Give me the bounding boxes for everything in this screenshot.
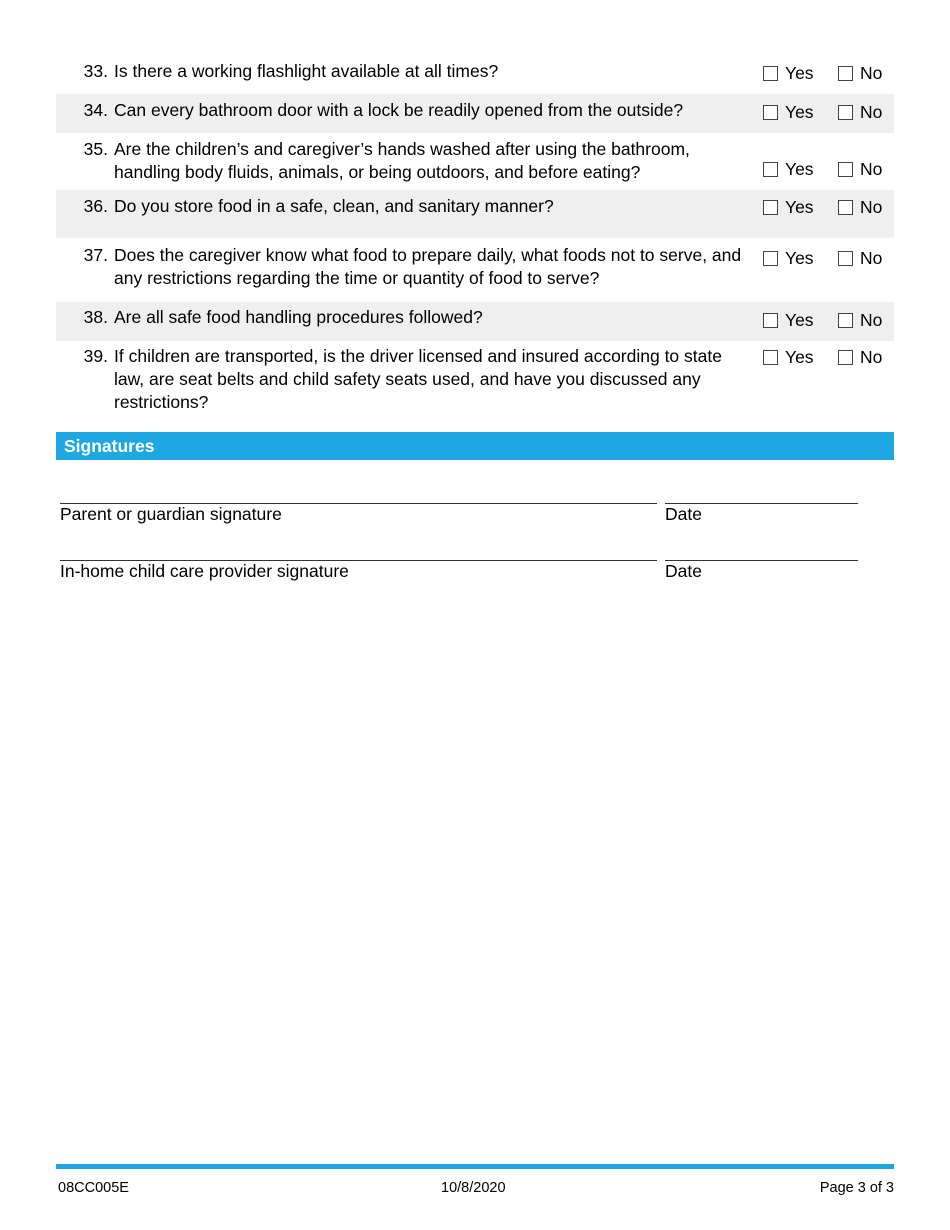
provider-signature-label: In-home child care provider signature [60,561,349,581]
no-checkbox[interactable] [838,101,882,124]
question-row-33 [56,56,894,94]
checkbox-icon[interactable] [838,105,853,120]
no-label: No [860,63,883,83]
no-label: No [860,310,883,330]
question-text: Are the children’s and caregiver’s hands washed after using the bathroom, handling body fluids, animals, or being outdoors, and before eating? [114,139,690,182]
no-checkbox[interactable] [838,346,882,369]
question-text: Does the caregiver know what food to prepare daily, what foods not to serve, and any restrictions regarding the time or quantity of food to serve? [114,245,742,288]
checkbox-icon[interactable] [838,313,853,328]
question-number: 34. [83,100,108,120]
yes-checkbox[interactable] [763,309,814,332]
question-row-38 [56,302,894,341]
no-label: No [860,347,883,367]
checkbox-icon[interactable] [838,162,853,177]
question-number: 37. [83,245,108,265]
page-number: Page 3 of 3 [819,1180,894,1196]
question-number: 38. [83,307,108,327]
yes-label: Yes [785,347,814,367]
form-number: 08CC005E [58,1180,129,1196]
checkbox-icon[interactable] [763,350,778,365]
no-label: No [860,159,883,179]
question-text: Can every bathroom door with a lock be readily opened from the outside? [114,100,684,120]
checkbox-icon[interactable] [763,162,778,177]
checkbox-icon[interactable] [763,200,778,215]
question-row-35 [56,133,894,190]
no-checkbox[interactable] [838,62,882,85]
no-checkbox[interactable] [838,158,882,181]
checkbox-icon[interactable] [763,105,778,120]
question-row-39 [56,341,894,421]
yes-checkbox[interactable] [763,196,814,219]
question-number: 33. [83,61,108,81]
provider-date-label: Date [665,561,702,581]
checkbox-icon[interactable] [763,251,778,266]
checkbox-icon[interactable] [838,66,853,81]
question-row-37 [56,238,894,302]
no-label: No [860,197,883,217]
checkbox-icon[interactable] [838,200,853,215]
question-number: 36. [83,196,108,216]
no-label: No [860,102,883,122]
parent-date-label: Date [665,504,702,524]
yes-label: Yes [785,102,814,122]
yes-checkbox[interactable] [763,247,814,270]
question-number: 39. [83,346,108,366]
question-text: Is there a working flashlight available at all times? [114,61,499,81]
yes-label: Yes [785,159,814,179]
yes-label: Yes [785,63,814,83]
no-checkbox[interactable] [838,247,882,270]
no-label: No [860,248,883,268]
signatures-header: Signatures [56,432,894,460]
question-text: If children are transported, is the driver licensed and insured according to state law, are seat belts and child safety seats used, and have you discussed any restrictions? [114,346,722,412]
question-text: Do you store food in a safe, clean, and sanitary manner? [114,196,554,216]
yes-label: Yes [785,248,814,268]
parent-signature-label: Parent or guardian signature [60,504,282,524]
checkbox-icon[interactable] [838,251,853,266]
yes-checkbox[interactable] [763,62,814,85]
no-checkbox[interactable] [838,196,882,219]
footer-divider [56,1164,894,1169]
checkbox-icon[interactable] [838,350,853,365]
yes-checkbox[interactable] [763,346,814,369]
checkbox-icon[interactable] [763,66,778,81]
yes-label: Yes [785,310,814,330]
yes-checkbox[interactable] [763,158,814,181]
yes-label: Yes [785,197,814,217]
yes-checkbox[interactable] [763,101,814,124]
form-date: 10/8/2020 [441,1180,506,1196]
question-text: Are all safe food handling procedures followed? [114,307,483,327]
question-number: 35. [83,139,108,159]
checkbox-icon[interactable] [763,313,778,328]
question-row-36 [56,190,894,238]
no-checkbox[interactable] [838,309,882,332]
question-row-34 [56,94,894,133]
